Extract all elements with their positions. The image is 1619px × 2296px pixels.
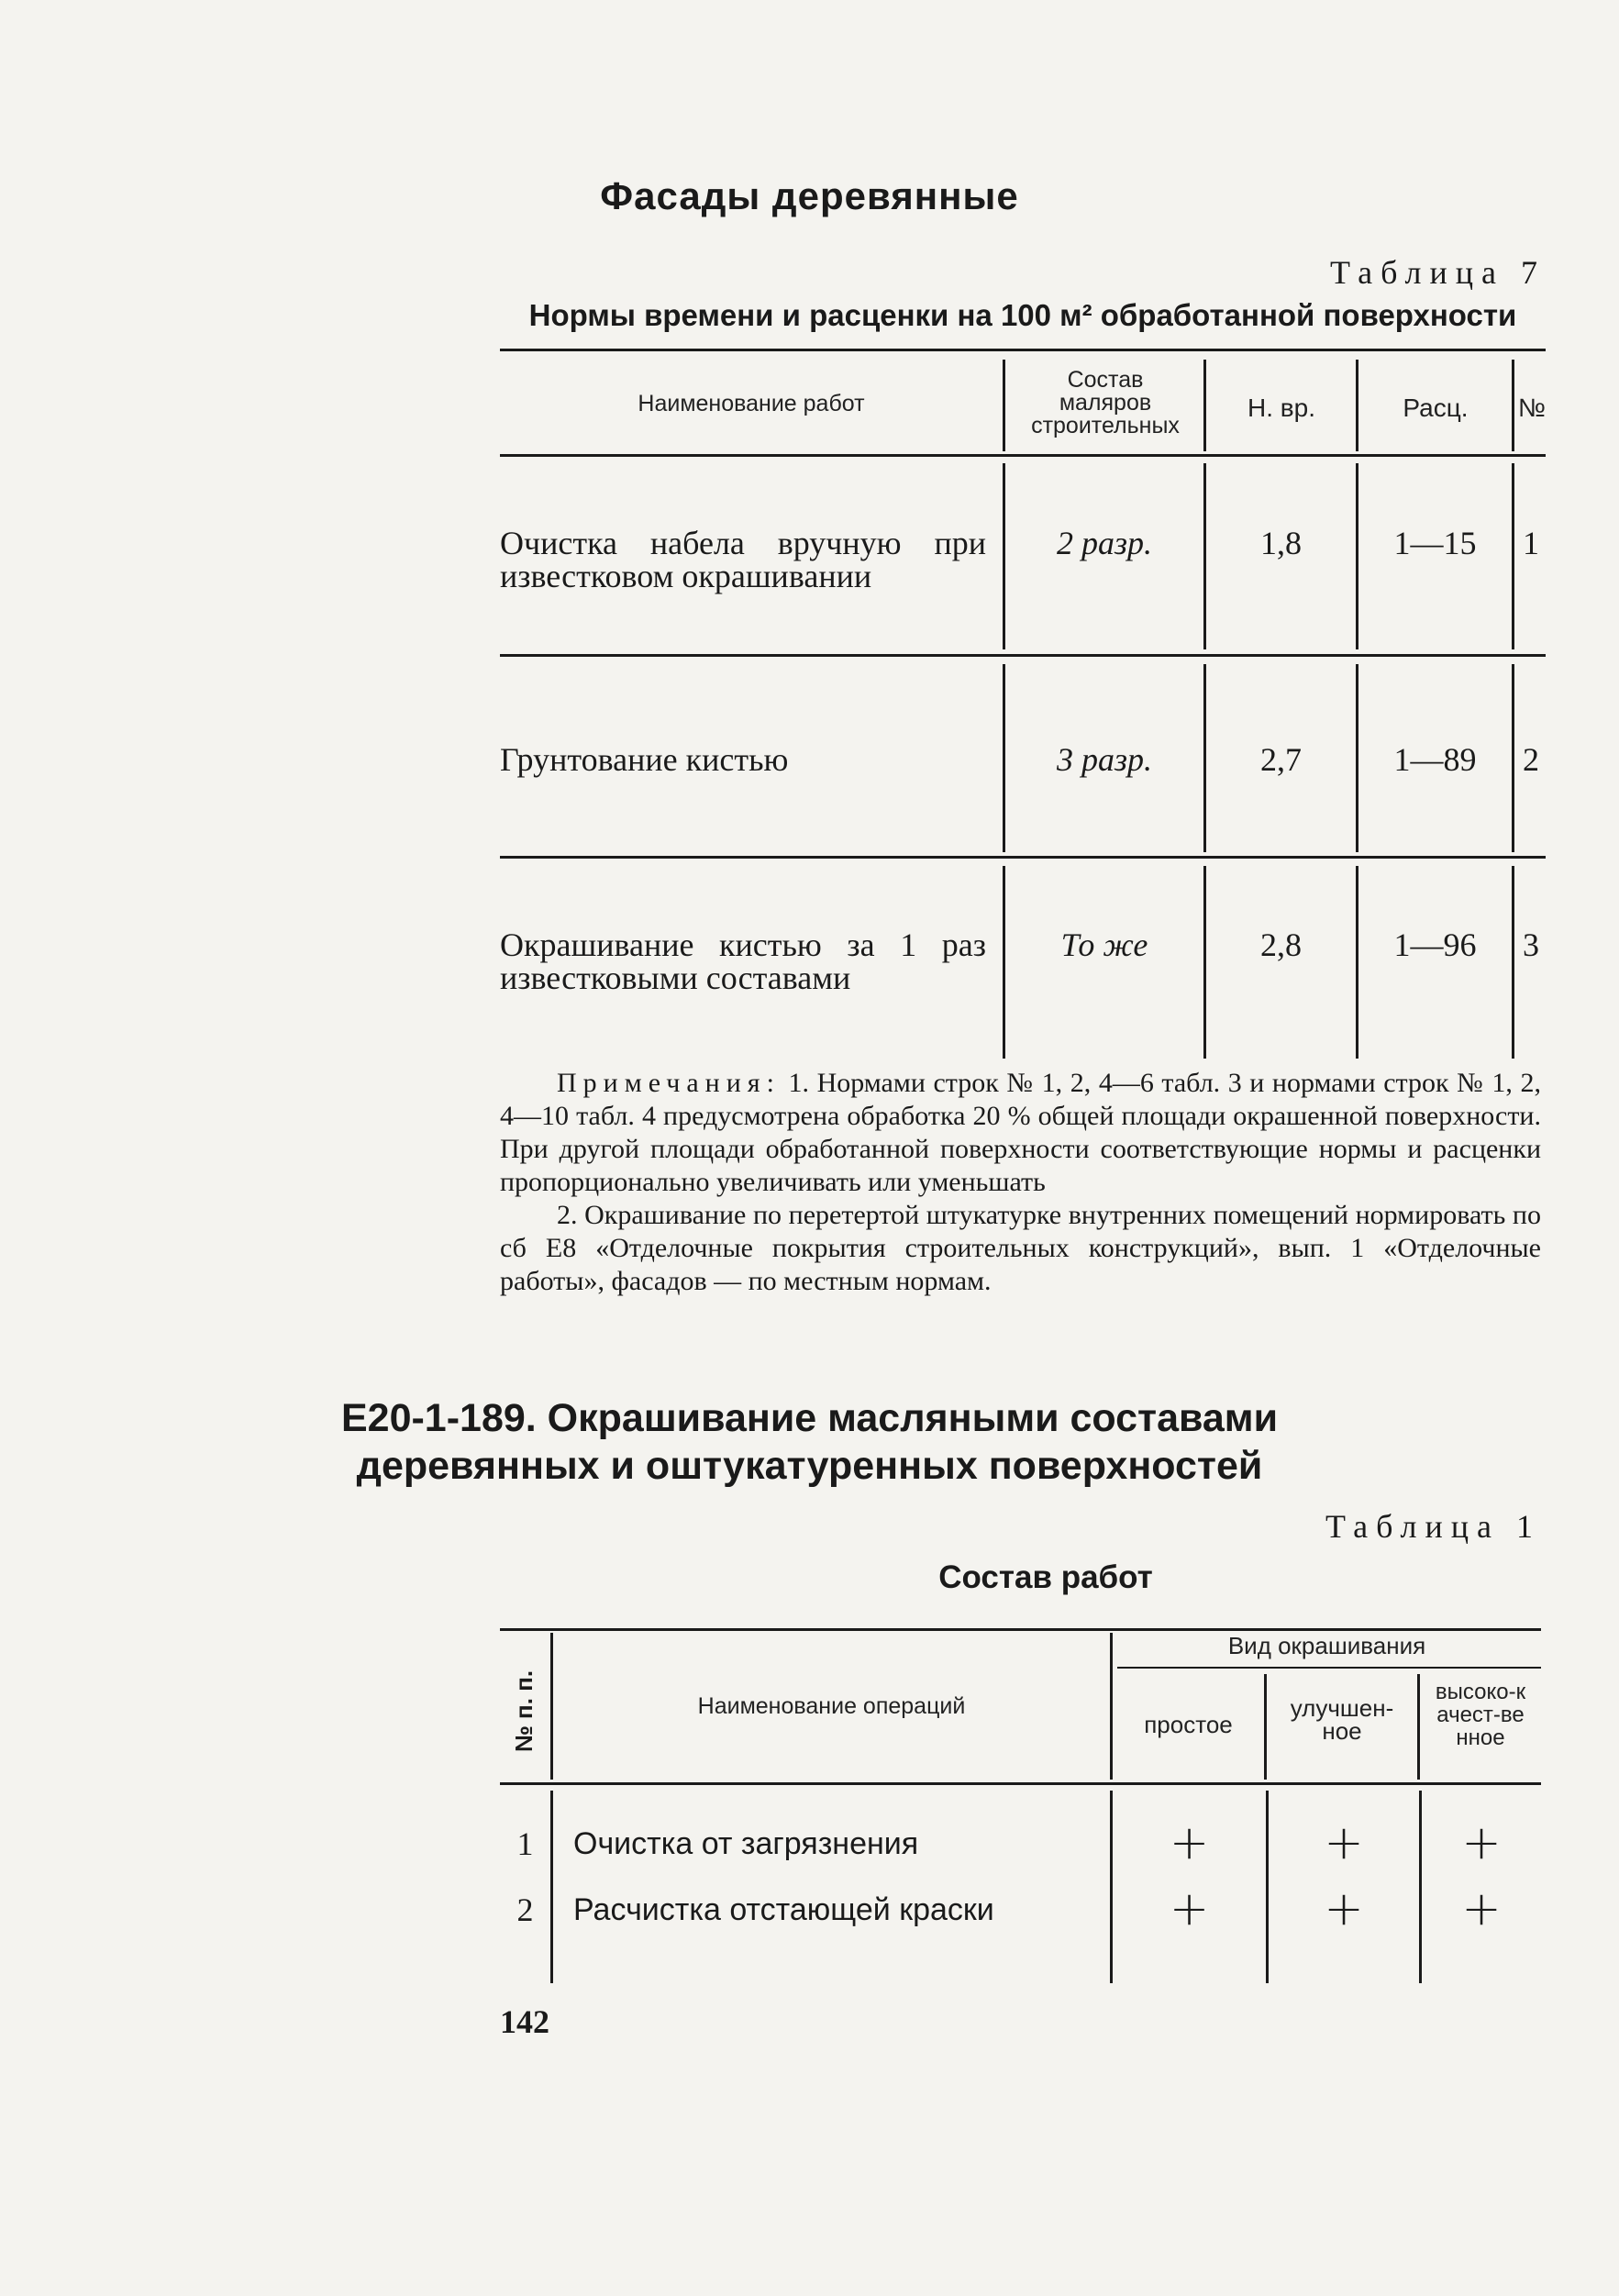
note-1 [500,1067,1541,1199]
table1-top-rule [500,1628,1541,1631]
table1-header-high [1420,1680,1541,1749]
table1-row-2-high: + [1461,1881,1502,1936]
note-2: 2. Окрашивание по перетертой штукатурке внутренних помещений нормировать по сб Е8 «Отделочные покрытия строительных конструкций», вып. 1 «Отделочные работы», фасадов — по местным нормам. [500,1200,1541,1296]
table1-row-1-name: Очистка от загрязнения [573,1826,919,1861]
table1-row-1-simple: + [1169,1815,1210,1870]
table7-caption: Нормы времени и расценки на 100 м² обработанной поверхности [528,298,1517,332]
table1-row-2-name: Расчистка отстающей краски [573,1892,994,1927]
table7-header-norm: Н. вр. [1247,394,1315,422]
table7-col-divider [1512,360,1514,451]
table7-row-3-norm: 2,8 [1260,926,1302,963]
table1-header-no [499,1642,550,1780]
table7-row-3-rate: 1—96 [1393,926,1477,963]
table7-row-1-name-line1: Очистка набела вручную при [500,525,986,561]
table7-header-no: № [1517,394,1547,422]
table1-row-1-no: 1 [516,1825,534,1862]
table7-row-2-norm: 2,7 [1260,741,1302,778]
table7-number: Таблица 7 [1330,254,1546,291]
table7-header-rule [500,454,1546,457]
table7-row-1-crew: 2 разр. [1056,525,1153,561]
table1-col-divider [550,1791,553,1983]
table7-row-3-crew: То же [1060,926,1148,963]
table7-row-1-no: 1 [1523,525,1539,561]
table7-row-2-crew: 3 разр. [1056,741,1153,778]
table7-row-rule [500,654,1546,657]
table1-row-2-simple: + [1169,1881,1210,1936]
table7-row-rule [500,856,1546,859]
table7-row-3-no: 3 [1523,926,1539,963]
table7-header-name: Наименование работ [638,391,865,416]
table1-caption: Состав работ [938,1559,1153,1595]
table7-header-rate: Расц. [1403,394,1469,422]
table1-header-name: Наименование операций [697,1693,966,1719]
table1-header-rule [500,1782,1541,1785]
table7-top-rule [500,349,1546,351]
table7-row-2-rate: 1—89 [1393,741,1477,778]
table7-row-3-name-line1: Окрашивание кистью за 1 раз [500,926,986,963]
section-heading-line1: Е20-1-189. Окрашивание масляными составами [340,1396,1279,1440]
table7-row-2-no: 2 [1523,741,1539,778]
table7-header-crew: Состав маляров строительных [1031,367,1180,438]
table1-header-high-text: высоко-качест-венное [1435,1680,1526,1750]
table7-row-3-name-line2: известковыми составами [500,959,851,996]
table1-row-2-no: 2 [516,1891,534,1928]
table7-row-1-norm: 1,8 [1260,525,1302,561]
section-heading [0,1394,1619,1490]
table1-header-simple: простое [1144,1711,1233,1738]
table7-col-divider [1356,360,1358,451]
table7-row-1-name-line2: известковом окрашивании [500,558,872,594]
table1-header-no-text: № п. п. [510,1669,538,1752]
page-number: 142 [500,2003,549,2040]
table7-col-divider [1203,360,1206,451]
table7-col-divider [1003,360,1005,451]
table1-header-improved-text: улучшен-ное [1290,1694,1394,1745]
table7-notes [500,1067,1541,1298]
table1-row-2-improved: + [1324,1881,1364,1936]
table1-number: Таблица 1 [1325,1508,1541,1545]
table7-row-1-name [500,525,986,561]
table1-row-1-high: + [1461,1815,1502,1870]
note-1-text: 1. Нормами строк № 1, 2, 4—6 табл. 3 и нормами строк № 1, 2, 4—10 табл. 4 предусмотрена обработка 20 % общей площади окрашенной поверхности. При другой площади обработанной поверхности соответствующие нормы и расценки пропорционально увеличивать или уменьшать [500,1068,1541,1197]
notes-label: Примечания: [557,1068,781,1098]
section-heading-line2: деревянных и оштукатуренных поверхностей [356,1444,1263,1488]
page-heading: Фасады деревянные [600,174,1019,217]
table7-row-1-rate: 1—15 [1393,525,1477,561]
table7-row-3-name [500,926,986,963]
table1-row-1-improved: + [1324,1815,1364,1870]
table1-group-rule [1117,1667,1541,1669]
table7-row-2-name: Грунтование кистью [500,741,789,778]
table1-header-group: Вид окрашивания [1227,1632,1426,1659]
table1-header-improved [1267,1694,1417,1745]
